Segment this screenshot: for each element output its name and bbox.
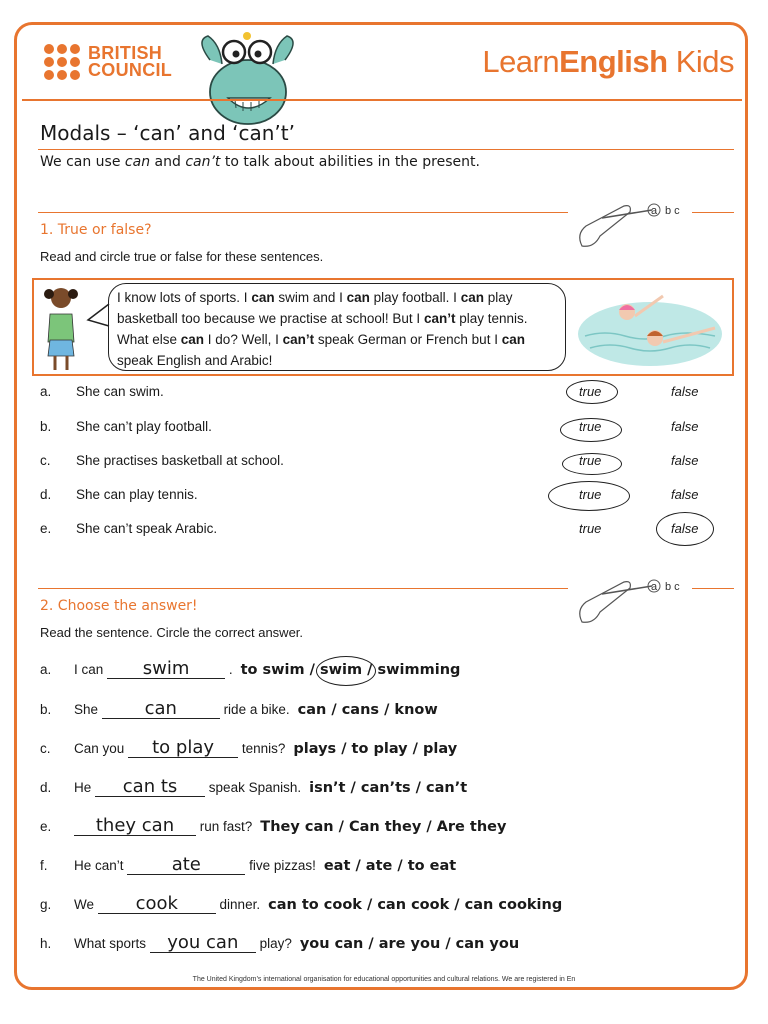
- choose-item: [40, 856, 456, 875]
- section1-instruction: Read and circle true or false for these sentences.: [40, 249, 324, 264]
- answer-blank[interactable]: can: [102, 700, 220, 719]
- false-option[interactable]: false: [671, 487, 699, 502]
- answer-circle: [316, 656, 376, 686]
- item-sentence: She practises basketball at school.: [76, 453, 284, 468]
- answer-blank[interactable]: to play: [128, 739, 238, 758]
- answer-circle: [562, 453, 622, 475]
- section1-title: 1. True or false?: [40, 222, 152, 238]
- choose-item: [40, 660, 460, 679]
- true-option[interactable]: true: [579, 419, 602, 434]
- sentence-end: .: [228, 662, 233, 677]
- section2-divider-right: [692, 588, 734, 589]
- answer-circle: [566, 380, 618, 404]
- choose-item: [40, 895, 562, 914]
- false-option[interactable]: false: [671, 521, 699, 536]
- sentence-end: five pizzas!: [249, 858, 316, 873]
- item-label: e.: [40, 521, 52, 536]
- answer-blank[interactable]: they can: [74, 817, 196, 836]
- answer-choices[interactable]: can to cook / can cook / can cooking: [268, 897, 563, 913]
- logo-dots: [44, 44, 80, 80]
- item-label: g.: [40, 897, 52, 912]
- girl-character-image: [36, 284, 86, 374]
- pen-writing-icon: [572, 572, 692, 632]
- sentence-end: play?: [259, 936, 292, 951]
- intro-text: We can use can and can’t to talk about abilities in the present.: [40, 154, 480, 170]
- pen-writing-icon: [572, 196, 692, 256]
- choose-item: [40, 934, 519, 953]
- item-label: e.: [40, 819, 52, 834]
- british-council-logo: [44, 44, 172, 80]
- logo-learn: Learn: [482, 44, 560, 79]
- item-sentence: She can’t speak Arabic.: [76, 521, 218, 536]
- item-label: h.: [40, 936, 52, 951]
- answer-choices[interactable]: plays / to play / play: [293, 741, 458, 757]
- section2-instruction: Read the sentence. Circle the correct answer.: [40, 625, 304, 640]
- choose-item: [40, 817, 506, 836]
- answer-choices[interactable]: eat / ate / to eat: [323, 858, 457, 874]
- sentence-start: We: [74, 897, 95, 912]
- section1-divider: [38, 212, 568, 213]
- answer-circle: [548, 481, 630, 511]
- answer-circle: [560, 418, 622, 442]
- false-option[interactable]: false: [671, 384, 699, 399]
- true-option[interactable]: true: [579, 521, 602, 536]
- section2-title: 2. Choose the answer!: [40, 598, 198, 614]
- item-label: d.: [40, 487, 52, 502]
- choose-item: [40, 778, 467, 797]
- item-label: c.: [40, 741, 51, 756]
- svg-text:a: a: [651, 581, 658, 593]
- header-divider: [22, 99, 742, 101]
- item-sentence: She can swim.: [76, 384, 164, 399]
- svg-text:a: a: [651, 205, 658, 217]
- sentence-end: tennis?: [241, 741, 286, 756]
- answer-choices[interactable]: isn’t / can’ts / can’t: [309, 780, 468, 796]
- answer-blank[interactable]: can ts: [95, 778, 205, 797]
- true-option[interactable]: true: [579, 384, 602, 399]
- sentence-start: She: [74, 702, 99, 717]
- answer-blank[interactable]: swim: [107, 660, 225, 679]
- title-divider: [38, 149, 734, 150]
- answer-circle: [656, 512, 714, 546]
- logo-line-2: COUNCIL: [88, 60, 173, 80]
- false-option[interactable]: false: [671, 453, 699, 468]
- answer-choices[interactable]: They can / Can they / Are they: [260, 819, 507, 835]
- sentence-end: run fast?: [199, 819, 253, 834]
- section2-divider: [38, 588, 568, 589]
- item-label: b.: [40, 419, 52, 434]
- logo-line-1: BRITISH: [88, 43, 163, 63]
- item-label: d.: [40, 780, 52, 795]
- false-option[interactable]: false: [671, 419, 699, 434]
- sentence-start: He: [74, 780, 92, 795]
- item-sentence: She can’t play football.: [76, 419, 212, 434]
- item-label: f.: [40, 858, 48, 873]
- item-label: c.: [40, 453, 51, 468]
- choose-item: [40, 739, 457, 758]
- page-title: Modals – ‘can’ and ‘can’t’: [40, 121, 295, 145]
- footer-text: The United Kingdom’s international organisation for educational opportunities and cultural relations. We are registered in En: [192, 976, 576, 983]
- answer-blank[interactable]: cook: [98, 895, 216, 914]
- logo-english: English: [559, 44, 668, 79]
- true-option[interactable]: true: [579, 487, 602, 502]
- sentence-end: speak Spanish.: [208, 780, 302, 795]
- sentence-start: He can’t: [74, 858, 124, 873]
- logo-kids: Kids: [667, 44, 734, 79]
- answer-choices[interactable]: to swim / swim / swimming: [240, 662, 461, 678]
- true-option[interactable]: true: [579, 453, 602, 468]
- choose-item: [40, 700, 438, 719]
- svg-text:b c: b c: [665, 581, 680, 593]
- sentence-end: dinner.: [219, 897, 261, 912]
- section1-divider-right: [692, 212, 734, 213]
- swimmers-image: [575, 286, 725, 368]
- sentence-start: I can: [74, 662, 104, 677]
- item-sentence: She can play tennis.: [76, 487, 198, 502]
- answer-choices[interactable]: can / cans / know: [297, 702, 438, 718]
- svg-text:b c: b c: [665, 205, 680, 217]
- answer-blank[interactable]: ate: [127, 856, 245, 875]
- item-label: a.: [40, 384, 52, 399]
- sentence-start: What sports: [74, 936, 147, 951]
- answer-choices[interactable]: you can / are you / can you: [299, 936, 520, 952]
- speech-bubble: I know lots of sports. I can swim and I can play football. I can play basketball too because we practise at school! But I can’t play tennis. What else can I do? Well, I can’t speak German or French but I can speak English and Arabic!: [108, 283, 566, 371]
- item-label: a.: [40, 662, 52, 677]
- sentence-end: ride a bike.: [223, 702, 290, 717]
- answer-blank[interactable]: you can: [150, 934, 256, 953]
- item-label: b.: [40, 702, 52, 717]
- learnenglish-kids-logo: [482, 44, 734, 80]
- monster-mascot-image: [190, 30, 305, 135]
- sentence-start: Can you: [74, 741, 125, 756]
